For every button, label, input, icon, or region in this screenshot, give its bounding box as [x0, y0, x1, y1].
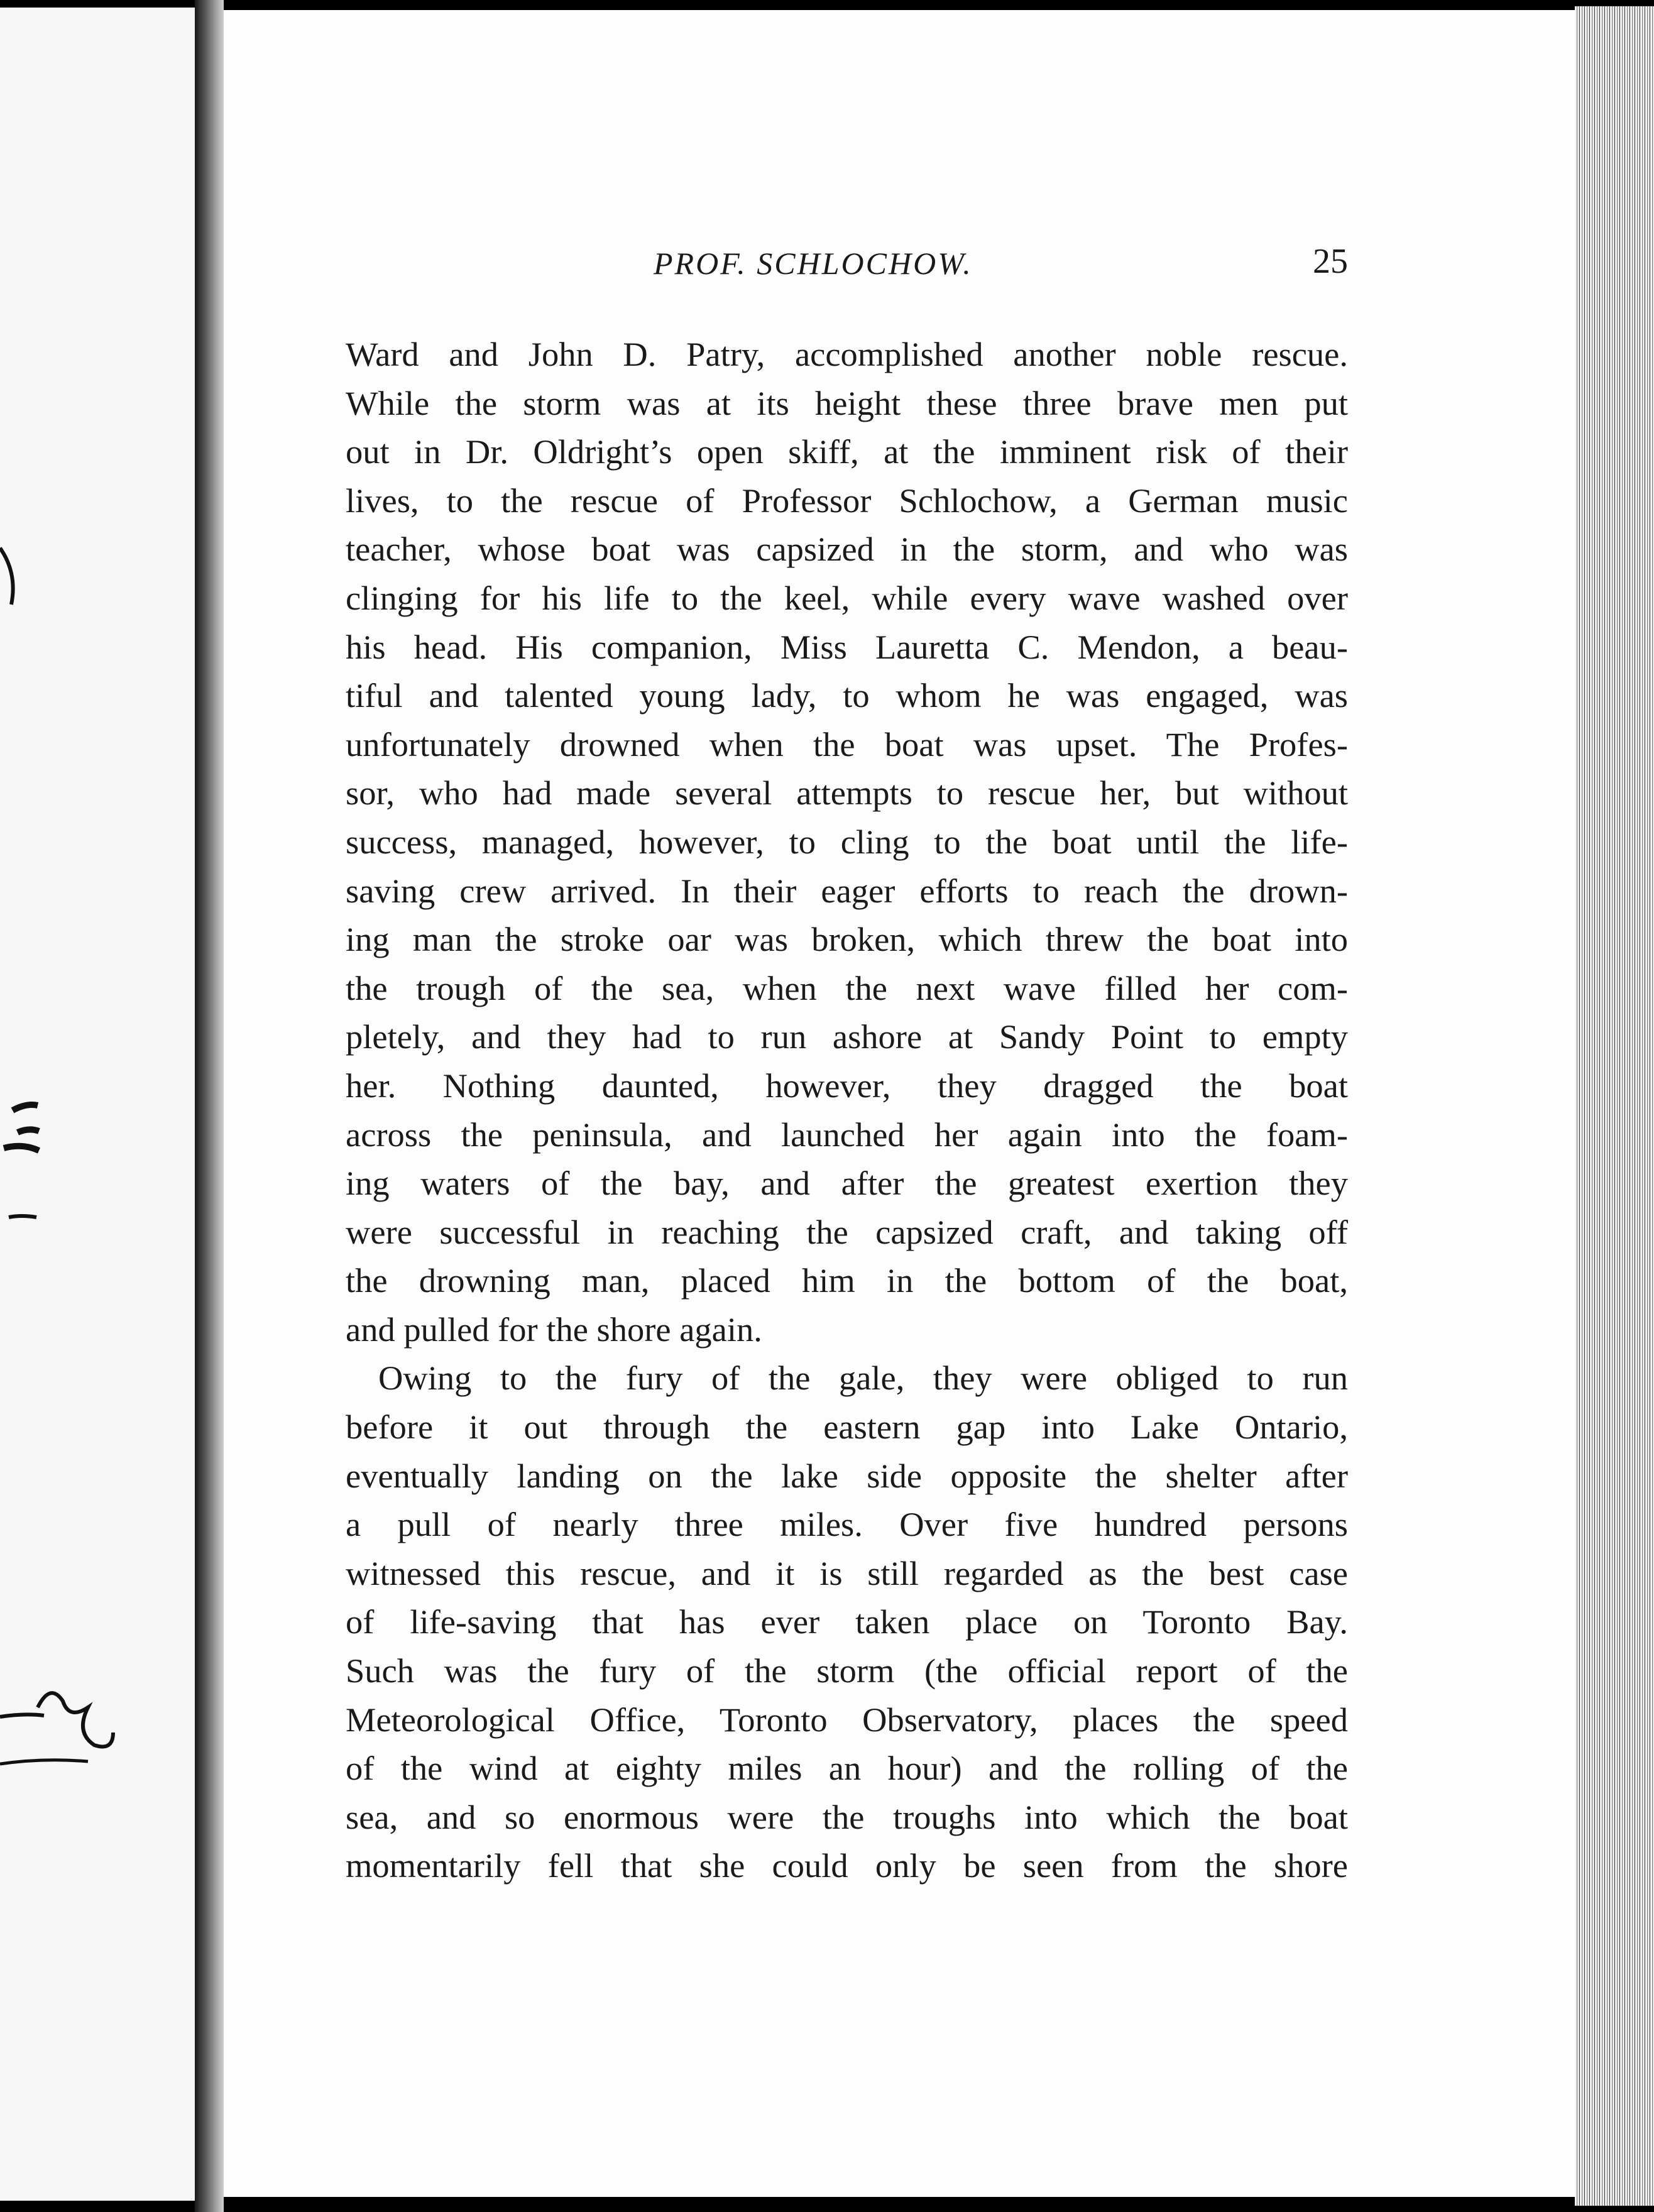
text-line: across the peninsula, and launched her again into the foam- [346, 1115, 1348, 1154]
text-line: her. Nothing daunted, however, they dragged the boat [346, 1066, 1348, 1105]
text-line: witnessed this rescue, and it is still regarded as the best case [346, 1553, 1348, 1592]
text-line: pletely, and they had to run ashore at Sandy Point to empty [346, 1017, 1348, 1056]
text-line: before it out through the eastern gap into Lake Ontario, [346, 1408, 1348, 1447]
text-line: and pulled for the shore again. [346, 1310, 762, 1349]
text-line: the trough of the sea, when the next wave filled her com- [346, 968, 1348, 1007]
text-line: momentarily fell that she could only be seen from the shore [346, 1846, 1348, 1885]
left-facing-page [0, 8, 195, 2201]
text-line: ing waters of the bay, and after the greatest exertion they [346, 1164, 1348, 1203]
body-text [346, 330, 1348, 1890]
text-line: his head. His companion, Miss Lauretta C. Mendon, a beau- [346, 627, 1348, 666]
text-line: tiful and talented young lady, to whom he was engaged, was [346, 676, 1348, 715]
text-line: While the storm was at its height these three brave men put [346, 383, 1348, 422]
text-line: were successful in reaching the capsized craft, and taking off [346, 1212, 1348, 1251]
text-line: Such was the fury of the storm (the official report of the [346, 1651, 1348, 1690]
text-line: teacher, whose boat was capsized in the storm, and who was [346, 530, 1348, 569]
text-line: ing man the stroke oar was broken, which threw the boat into [346, 920, 1348, 959]
text-line: sea, and so enormous were the troughs into which the boat [346, 1797, 1348, 1836]
text-line: of life-saving that has ever taken place on Toronto Bay. [346, 1602, 1348, 1641]
paragraph-1 [346, 330, 1348, 1354]
text-line: unfortunately drowned when the boat was upset. The Profes- [346, 725, 1348, 764]
text-line: sor, who had made several attempts to rescue her, but without [346, 774, 1348, 813]
page-number: 25 [1313, 242, 1348, 281]
running-title: PROF. SCHLOCHOW. [654, 246, 973, 281]
paragraph-2 [346, 1354, 1348, 1890]
book-page-edges [1575, 6, 1654, 2206]
text-line: saving crew arrived. In their eager efforts to reach the drown- [346, 871, 1348, 910]
text-line: success, managed, however, to cling to the boat until the life- [346, 822, 1348, 861]
book-gutter [195, 0, 224, 2212]
page-header [346, 240, 1351, 303]
left-page-bleedthrough-marks [0, 8, 195, 2201]
text-line: Ward and John D. Patry, accomplished another noble rescue. [346, 335, 1348, 373]
text-line: of the wind at eighty miles an hour) and the rolling of the [346, 1749, 1348, 1788]
text-line: lives, to the rescue of Professor Schlochow, a German music [346, 481, 1348, 520]
text-line: a pull of nearly three miles. Over five hundred persons [346, 1505, 1348, 1544]
text-line: Meteorological Office, Toronto Observatory, places the speed [346, 1700, 1348, 1739]
text-line: eventually landing on the lake side opposite the shelter after [346, 1456, 1348, 1495]
text-line: Owing to the fury of the gale, they were obliged to run [378, 1359, 1348, 1398]
text-line: clinging for his life to the keel, while every wave washed over [346, 578, 1348, 617]
text-line: out in Dr. Oldright’s open skiff, at the imminent risk of their [346, 432, 1348, 471]
text-line: the drowning man, placed him in the bottom of the boat, [346, 1261, 1348, 1300]
